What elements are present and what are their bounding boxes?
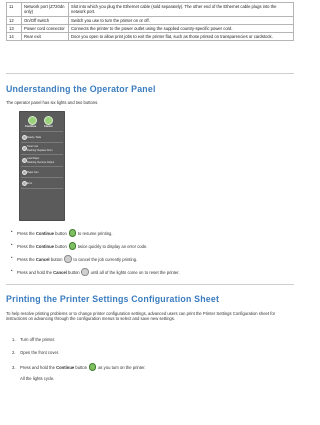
light-label: Error bbox=[27, 181, 33, 185]
continue-button-icon bbox=[89, 363, 97, 371]
list-item bbox=[17, 229, 113, 237]
bullet-bold: Cancel bbox=[53, 270, 67, 276]
step-text: Open the front cover. bbox=[20, 350, 60, 355]
bullet-text: Press the bbox=[17, 231, 36, 237]
step-number: 1. bbox=[12, 337, 16, 342]
step-number: 2. bbox=[12, 350, 16, 355]
list-item bbox=[12, 350, 59, 355]
component-name: Power cord connector bbox=[22, 24, 69, 32]
row-number: 14 bbox=[7, 33, 22, 41]
component-description: Switch you use to turn the printer on or off. bbox=[69, 16, 294, 24]
section-heading-configuration-sheet: Printing the Printer Settings Configuration Sheet bbox=[6, 294, 220, 304]
bullet-text: Press the bbox=[17, 257, 36, 263]
step-text: Turn off the printer. bbox=[20, 337, 56, 342]
components-table bbox=[6, 2, 294, 41]
bullet-text: button bbox=[66, 270, 80, 276]
table-row bbox=[7, 16, 294, 24]
configuration-sheet-intro: To help resolve printing problems or to change printer configuration settings, advanced users can print the Printer Settings Configuration sheet for instructions on advancing through the configuration menus to select and save new settings. bbox=[6, 311, 276, 322]
continue-button-icon bbox=[69, 242, 77, 250]
light-label: Paper Jam bbox=[27, 170, 39, 174]
bullet-text: Press and hold the bbox=[17, 270, 54, 276]
row-number: 13 bbox=[7, 24, 22, 32]
bullet-text: button bbox=[49, 257, 63, 263]
light-label: Load Paper bbox=[27, 157, 40, 160]
cancel-button-icon bbox=[81, 268, 89, 276]
table-row bbox=[7, 3, 294, 17]
section-heading-operator-panel: Understanding the Operator Panel bbox=[6, 84, 156, 94]
cancel-button-icon bbox=[64, 255, 72, 263]
bullet-text: until all of the lights come on to reset the printer. bbox=[89, 270, 180, 276]
bullet-bold: Continue bbox=[35, 244, 55, 250]
component-name: Rear exit bbox=[22, 33, 69, 41]
section-divider bbox=[6, 73, 294, 74]
list-item bbox=[12, 363, 146, 371]
continue-button-icon bbox=[69, 229, 77, 237]
operator-panel-image bbox=[19, 111, 65, 221]
table-row bbox=[7, 24, 294, 32]
step-number: 3. bbox=[12, 365, 16, 371]
operator-panel-intro: The operator panel has six lights and two buttons. bbox=[6, 100, 99, 105]
component-description: Connects the printer to the power outlet using the supplied country-specific power cord. bbox=[69, 24, 294, 32]
panel-divider bbox=[21, 131, 63, 132]
bullet-bold: Continue bbox=[35, 231, 55, 237]
row-number: 12 bbox=[7, 16, 22, 24]
table-row bbox=[7, 33, 294, 41]
step-text: button bbox=[74, 365, 88, 371]
panel-divider bbox=[21, 154, 63, 155]
bullet-text: button bbox=[54, 244, 67, 250]
panel-divider bbox=[21, 142, 63, 143]
step-text: Press and hold the bbox=[20, 365, 57, 371]
bullet-text: Press the bbox=[17, 244, 36, 250]
light-label: Flashing: Replace Drum bbox=[27, 149, 53, 152]
list-item bbox=[17, 268, 180, 276]
light-label: Ready / Data bbox=[27, 135, 41, 139]
panel-divider bbox=[21, 166, 63, 167]
component-description: Slot into which you plug the Ethernet cable (sold separately). The other end of the Ethernet cable plugs into the network port. bbox=[69, 3, 294, 17]
bullet-text: to cancel the job currently printing. bbox=[72, 257, 138, 263]
bullet-text: twice quickly to display an error code. bbox=[76, 244, 148, 250]
continue-label: Continue bbox=[25, 125, 37, 128]
row-number: 11 bbox=[7, 3, 22, 17]
bullet-text: button bbox=[54, 231, 67, 237]
component-description: Door you open to allow print jobs to exit the printer flat, such as those printed on transparencies or cardstock. bbox=[69, 33, 294, 41]
bullet-bold: Cancel bbox=[35, 257, 50, 263]
step-text: as you turn on the printer. bbox=[96, 365, 146, 371]
light-label: Flashing: Remove Output bbox=[27, 161, 55, 164]
section-divider bbox=[6, 284, 294, 285]
list-item bbox=[17, 242, 147, 250]
step-bold: Continue bbox=[56, 365, 75, 371]
cancel-button-icon bbox=[44, 116, 53, 125]
panel-divider bbox=[21, 177, 63, 178]
panel-divider bbox=[21, 188, 63, 189]
list-item bbox=[12, 337, 55, 342]
list-item bbox=[17, 255, 137, 263]
component-name: On/Off switch bbox=[22, 16, 69, 24]
cancel-label: Cancel bbox=[44, 125, 53, 128]
component-name: Network port (Z720dn only) bbox=[22, 3, 69, 17]
bullet-text: to resume printing. bbox=[76, 231, 113, 237]
light-label: Toner Low bbox=[27, 145, 39, 148]
continue-button-icon bbox=[28, 116, 37, 125]
step-note: All the lights cycle. bbox=[20, 376, 55, 381]
